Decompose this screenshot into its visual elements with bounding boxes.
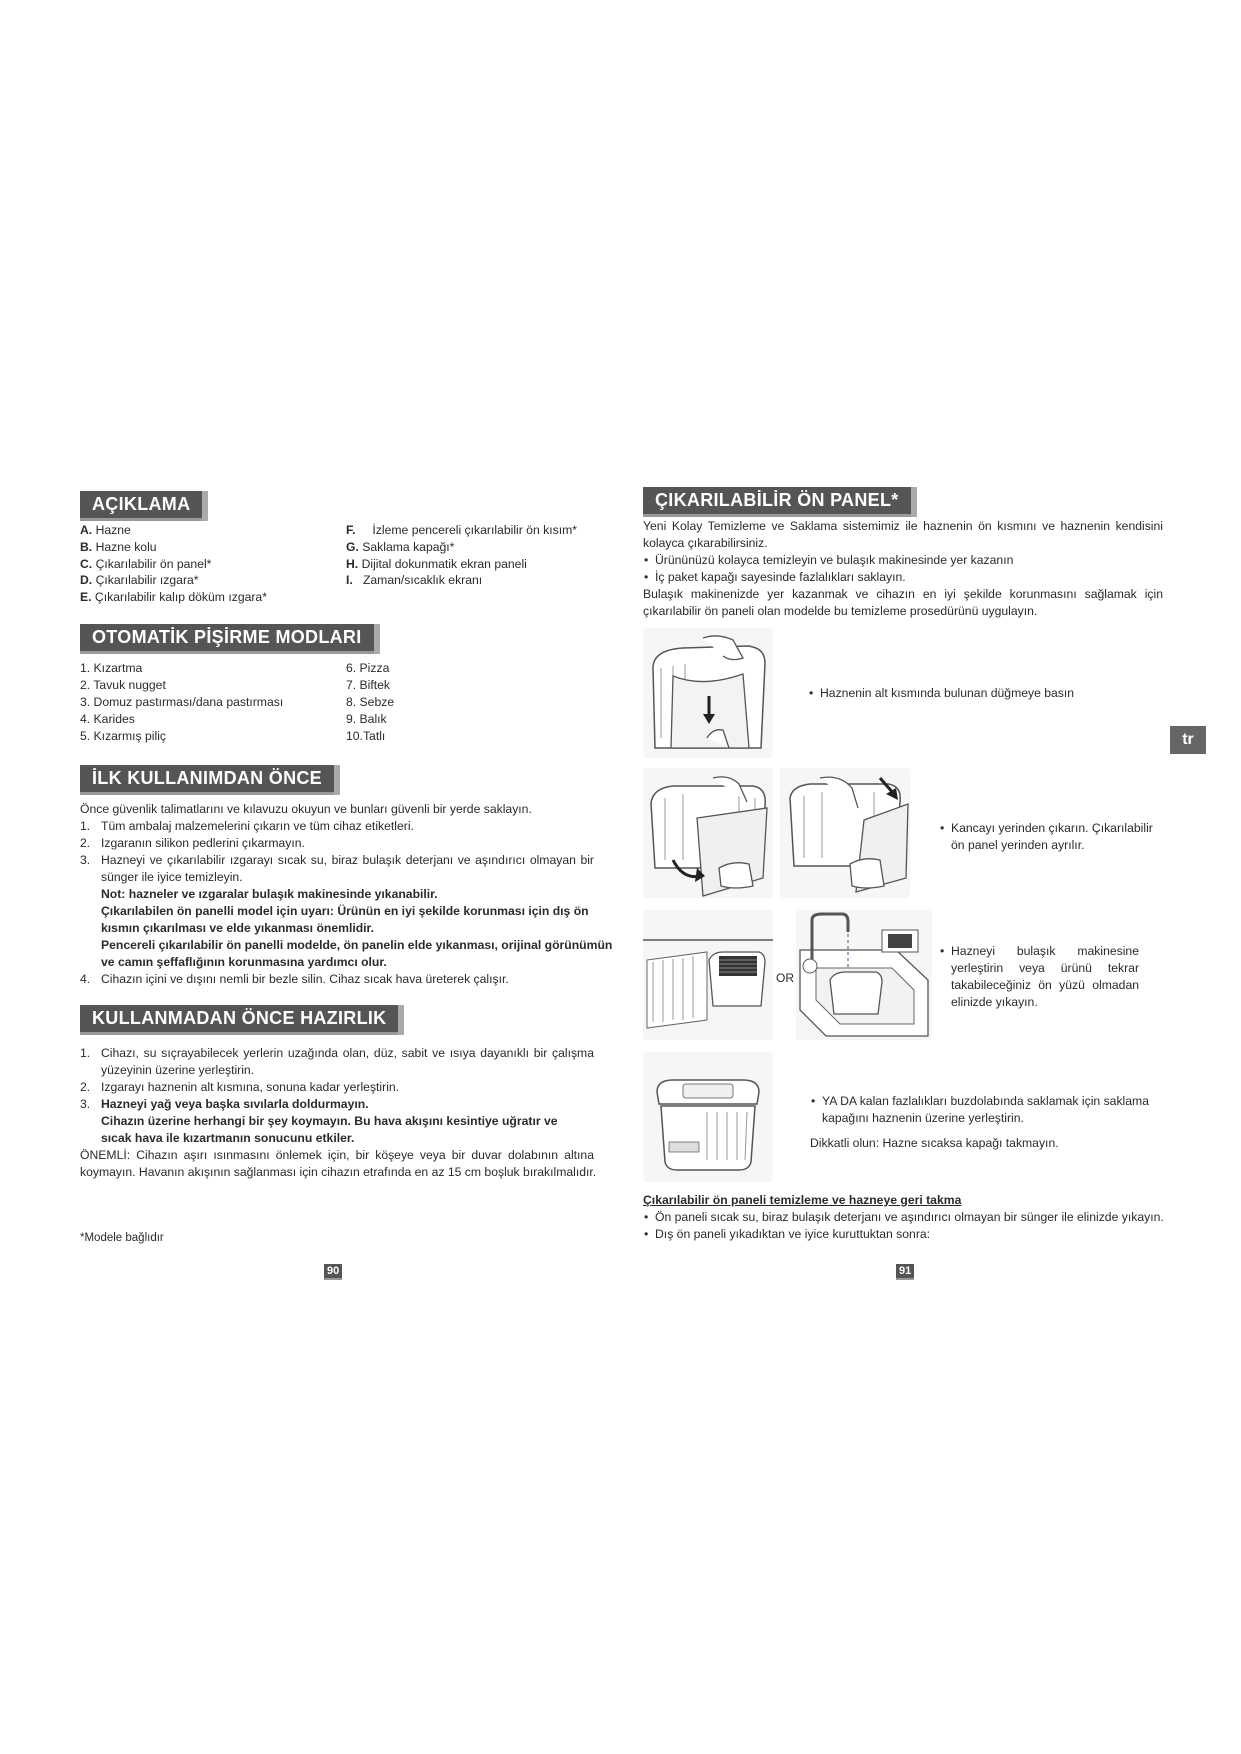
ilk-note-window-line1: Pencereli çıkarılabilir ön panelli modelde, ön panelin elde yıkanması, orijinal görünümün [101, 938, 613, 952]
legend-item-b: B. Hazne kolu [80, 540, 157, 554]
ilk-step3-num: 3. [80, 853, 91, 867]
hazirlik-step2-num: 2. [80, 1080, 91, 1094]
mode-item-5: 5. Kızarmış piliç [80, 729, 167, 743]
page-number-right: 91 [896, 1264, 914, 1280]
step4-text-line1: • YA DA kalan fazlalıkları buzdolabında saklamak için saklama [822, 1093, 1149, 1110]
hazirlik-step1-line1: Cihazı, su sıçrayabilecek yerlerin uzağında olan, düz, sabit ve ısıya dayanıklı bir çalışma [101, 1046, 594, 1060]
legend-item-d: D. Çıkarılabilir ızgara* [80, 573, 199, 587]
hazirlik-step3-num: 3. [80, 1097, 91, 1111]
illustration-unhook-right [780, 768, 910, 898]
illustration-dishwasher [643, 910, 773, 1040]
hazirlik-step1-num: 1. [80, 1046, 91, 1060]
ilk-note-warning-line2: kısmın çıkarılması ve elde yıkanması önemlidir. [101, 921, 375, 935]
ilk-step3-line2: sünger ile iyice temizleyin. [101, 870, 243, 884]
mode-item-4: 4. Karides [80, 712, 135, 726]
step3-text-line3: takabileceğiniz ön yüzü olmadan [951, 978, 1139, 992]
illustration-sink [796, 910, 932, 1040]
step3-text-line1: • Hazneyi bulaşık makinesine [951, 943, 1139, 960]
step2-text-line2: ön panel yerinden ayrılır. [951, 838, 1085, 852]
intro-bullet-2: • İç paket kapağı sayesinde fazlalıkları saklayın. [655, 569, 906, 586]
ilk-step2: Izgaranın silikon pedlerini çıkarmayın. [101, 836, 305, 850]
hazirlik-important-line1: ÖNEMLİ: Cihazın aşırı ısınmasını önlemek için, bir köşeye veya bir duvar dolabının altına [80, 1148, 594, 1162]
hazirlik-step3-line2: Cihazın üzerine herhangi bir şey koymayın. Bu hava akışını kesintiye uğratır ve [101, 1114, 558, 1128]
step3-text-line4: elinizde yıkayın. [951, 995, 1038, 1009]
illustration-unhook-left [643, 768, 773, 898]
mode-item-2: 2. Tavuk nugget [80, 678, 166, 692]
heading-on-panel: ÇIKARILABİLİR ÖN PANEL* [643, 487, 911, 517]
procedure-line1: Bulaşık makinenizde yer kazanmak ve cihazın en iyi şekilde korunmasını sağlamak için [643, 587, 1163, 601]
ilk-step4: Cihazın içini ve dışını nemli bir bezle silin. Cihaz sıcak hava üreterek çalışır. [101, 972, 509, 986]
intro-bullet-1: • Ürününüzü kolayca temizleyin ve bulaşık makinesinde yer kazanın [655, 552, 1013, 569]
step1-text: • Haznenin alt kısmında bulunan düğmeye basın [820, 685, 1074, 702]
mode-item-8: 8. Sebze [346, 695, 395, 709]
ilk-step2-num: 2. [80, 836, 91, 850]
cleaning-bullet-1: • Ön paneli sıcak su, biraz bulaşık deterjanı ve aşındırıcı olmayan bir sünger ile elinizde yıkayın. [655, 1209, 1164, 1226]
mode-item-9: 9. Balık [346, 712, 387, 726]
ilk-step3-line1: Hazneyi ve çıkarılabilir ızgarayı sıcak su, biraz bulaşık deterjanı ve aşındırıcı olmayan bir [101, 853, 594, 867]
ilk-note-warning-line1: Çıkarılabilen ön panelli model için uyarı: Ürünün en iyi şekilde korunması için dış ön [101, 904, 589, 918]
procedure-line2: çıkarılabilir ön paneli olan modelde bu temizleme prosedürünü uygulayın. [643, 604, 1038, 618]
ilk-step1: Tüm ambalaj malzemelerini çıkarın ve tüm cihaz etiketleri. [101, 819, 414, 833]
legend-item-i: I. Zaman/sıcaklık ekranı [346, 573, 483, 587]
step4-text-line2: kapağını haznenin üzerine yerleştirin. [822, 1111, 1024, 1125]
legend-item-f: F. İzleme pencereli çıkarılabilir ön kısım* [346, 523, 577, 537]
ilk-step4-num: 4. [80, 972, 91, 986]
page-number-left: 90 [324, 1264, 342, 1280]
legend-item-c: C. Çıkarılabilir ön panel* [80, 557, 212, 571]
mode-item-3: 3. Domuz pastırması/dana pastırması [80, 695, 284, 709]
subhead-reattach: Çıkarılabilir ön paneli temizleme ve hazneye geri takma [643, 1193, 962, 1207]
intro-line1: Yeni Kolay Temizleme ve Saklama sistemimiz ile haznenin ön kısmını ve haznenin kendisini [643, 519, 1163, 533]
hazirlik-step1-line2: yüzeyinin üzerine yerleştirin. [101, 1063, 255, 1077]
illustration-storage-lid [643, 1052, 773, 1182]
step3-text-line2: yerleştirin veya ürünü tekrar [951, 961, 1139, 975]
footnote: *Modele bağlıdır [80, 1232, 164, 1244]
mode-item-7: 7. Biftek [346, 678, 391, 692]
legend-item-g: G. Saklama kapağı* [346, 540, 455, 554]
ilk-intro: Önce güvenlik talimatlarını ve kılavuzu okuyun ve bunları güvenli bir yerde saklayın. [80, 802, 532, 816]
warning-text: Dikkatli olun: Hazne sıcaksa kapağı takmayın. [810, 1136, 1059, 1150]
step2-text-line1: • Kancayı yerinden çıkarın. Çıkarılabilir [951, 820, 1153, 837]
mode-item-10: 10.Tatlı [346, 729, 386, 743]
hazirlik-step3-line3: sıcak hava ile kızartmanın sonucunu etkiler. [101, 1131, 355, 1145]
hazirlik-step3-line1: Hazneyi yağ veya başka sıvılarla doldurmayın. [101, 1097, 369, 1111]
cleaning-bullet-2: • Dış ön paneli yıkadıktan ve iyice kuruttuktan sonra: [655, 1226, 930, 1243]
legend-item-h: H. Dijital dokunmatik ekran paneli [346, 557, 527, 571]
mode-item-1: 1. Kızartma [80, 661, 143, 675]
legend-item-a: A. Hazne [80, 523, 131, 537]
heading-ilk-kullanim: İLK KULLANIMDAN ÖNCE [80, 765, 334, 795]
ilk-note-window-line2: ve camın şeffaflığının korunmasına yardımcı olur. [101, 955, 387, 969]
language-tab: tr [1170, 726, 1206, 754]
ilk-note-dishwasher: Not: hazneler ve ızgaralar bulaşık makinesinde yıkanabilir. [101, 887, 438, 901]
heading-modlar: OTOMATİK PİŞİRME MODLARI [80, 624, 374, 654]
heading-hazirlik: KULLANMADAN ÖNCE HAZIRLIK [80, 1005, 398, 1035]
heading-aciklama: AÇIKLAMA [80, 491, 202, 521]
mode-item-6: 6. Pizza [346, 661, 390, 675]
ilk-step1-num: 1. [80, 819, 91, 833]
legend-item-e: E. Çıkarılabilir kalıp döküm ızgara* [80, 590, 267, 604]
illustration-press-button [643, 628, 773, 758]
intro-line2: kolayca çıkarabilirsiniz. [643, 536, 768, 550]
hazirlik-important-line2: koymayın. Havanın akışının sağlanması için cihazın etrafında en az 15 cm boşluk bırakılmalıdır. [80, 1165, 597, 1179]
hazirlik-step2: Izgarayı haznenin alt kısmına, sonuna kadar yerleştirin. [101, 1080, 400, 1094]
or-label: OR [776, 971, 794, 985]
